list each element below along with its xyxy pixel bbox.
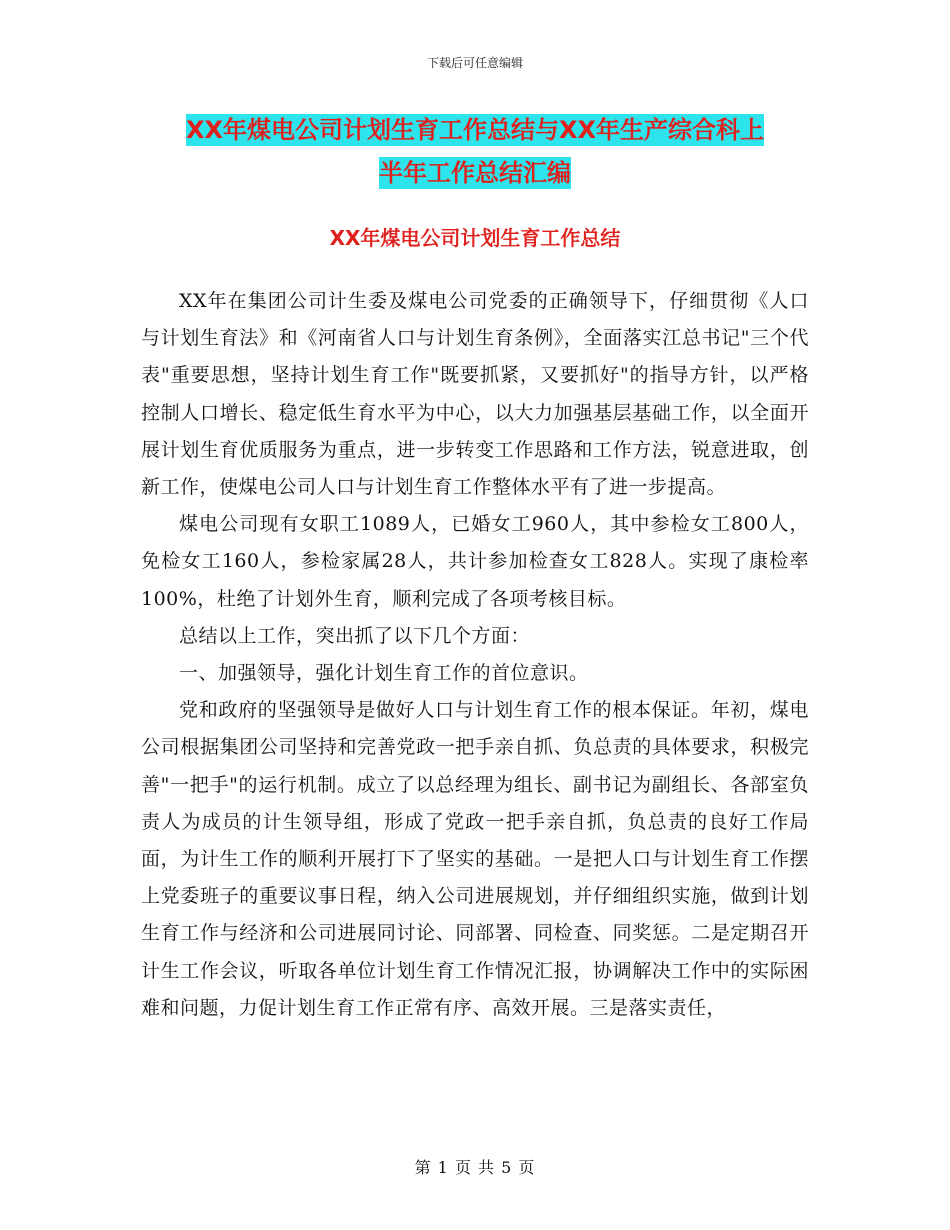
document-title — [140, 109, 810, 195]
document-title-line-2: 半年工作总结汇编 — [379, 159, 571, 187]
section-title: XX年煤电公司计划生育工作总结 — [329, 226, 621, 250]
page-header-note: 下载后可任意编辑 — [426, 56, 523, 70]
paragraph-heading-1: 一、加强领导，强化计划生育工作的首位意识。 — [179, 662, 589, 685]
paragraph-intro: XX年在集团公司计生委及煤电公司党委的正确领导下，仔细贯彻《人口与计划生育法》和《河南省人口与计划生育条例》，全面落实江总书记"三个代表"重要思想，坚持计划生育工作"既要抓紧，又要抓好"的指导方针，以严格控制人口增长、稳定低生育水平为中心，以大力加强基层基础工作，以全面开展计划生育优质服务为重点，进一步转变工作思路和工作方法，锐意进取，创新工作，使煤电公司人口与计划生育工作整体水平有了进一步提高。 — [141, 290, 809, 499]
paragraph-leadership: 党和政府的坚强领导是做好人口与计划生育工作的根本保证。年初，煤电公司根据集团公司坚持和完善党政一把手亲自抓、负总责的具体要求，积极完善"一把手"的运行机制。成立了以总经理为组长、副书记为副组长、各部室负责人为成员的计生领导组，形成了党政一把手亲自抓，负总责的良好工作局面，为计生工作的顺利开展打下了坚实的基础。一是把人口与计划生育工作摆上党委班子的重要议事日程，纳入公司进展规划，并仔细组织实施，做到计划生育工作与经济和公司进展同讨论、同部署、同检查、同奖惩。二是定期召开计生工作会议，听取各单位计划生育工作情况汇报，协调解决工作中的实际困难和问题，力促计划生育工作正常有序、高效开展。三是落实责任， — [141, 699, 809, 1019]
paragraph-summary-lead: 总结以上工作，突出抓了以下几个方面： — [179, 624, 531, 647]
document-title-line-1: XX年煤电公司计划生育工作总结与XX年生产综合科上 — [185, 116, 764, 144]
paragraph-statistics: 煤电公司现有女职工1089人，已婚女工960人，其中参检女工800人，免检女工160人，参检家属28人，共计参加检查女工828人。实现了康检率100%，杜绝了计划外生育，顺利完成了各项考核目标。 — [141, 513, 809, 610]
page-number: 第 1 页 共 5 页 — [414, 1158, 536, 1177]
document-body — [141, 283, 809, 1027]
